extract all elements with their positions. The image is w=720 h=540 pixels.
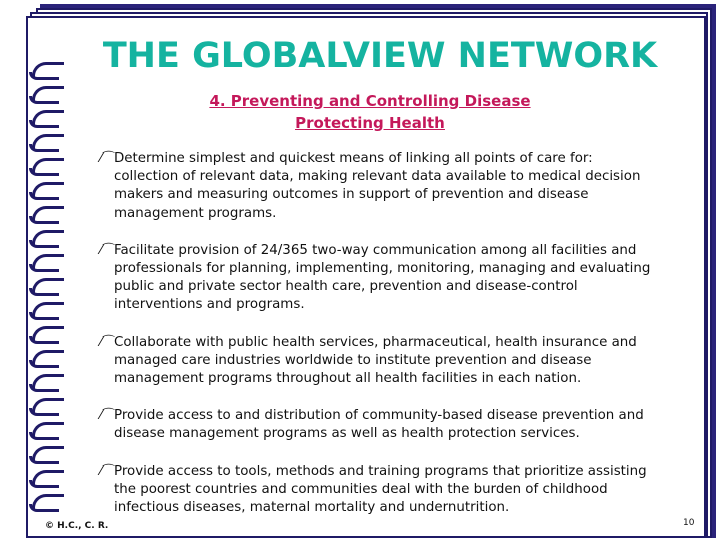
spiral-ring xyxy=(32,254,64,269)
spiral-ring xyxy=(32,446,64,461)
subtitle-line-2: Protecting Health xyxy=(295,114,445,132)
bullet-text: Provide access to tools, methods and training programs that prioritize assisting the poorest countries and communities deal with the burden of childhood infectious diseases, maternal mortality and undernutrition. xyxy=(114,463,647,516)
spiral-ring xyxy=(32,110,64,125)
copyright-notice: © H.C., C. R. xyxy=(45,521,109,531)
spiral-ring xyxy=(32,206,64,221)
bullet-item xyxy=(100,150,660,223)
spiral-ring xyxy=(32,134,64,149)
bullet-icon: ⁄⌒ xyxy=(100,334,116,350)
spiral-ring xyxy=(32,230,64,245)
slide-subtitle xyxy=(100,90,640,134)
bullet-icon: ⁄⌒ xyxy=(100,463,116,479)
spiral-ring xyxy=(32,86,64,101)
bullet-item xyxy=(100,463,660,518)
spiral-ring xyxy=(32,470,64,485)
spiral-ring xyxy=(32,182,64,197)
bullet-item xyxy=(100,334,660,389)
bullet-icon: ⁄⌒ xyxy=(100,242,116,258)
bullet-list xyxy=(100,150,660,536)
spiral-ring xyxy=(32,422,64,437)
spiral-ring xyxy=(32,158,64,173)
bullet-icon: ⁄⌒ xyxy=(100,151,116,166)
spiral-ring xyxy=(32,302,64,317)
subtitle-line-1: 4. Preventing and Controlling Disease xyxy=(209,92,531,110)
spiral-ring xyxy=(32,398,64,413)
page-number: 10 xyxy=(683,518,695,528)
bullet-text: Determine simplest and quickest means of linking all points of care for: collection of relevant data, making relevant data available to medical decision makers and measuring outcomes in support of prevention and disease management programs. xyxy=(114,151,641,221)
bullet-text: Provide access to and distribution of community-based disease prevention and disease management programs as well as health protection services. xyxy=(114,408,644,442)
bullet-text: Facilitate provision of 24/365 two-way communication among all facilities and professionals for planning, implementing, monitoring, managing and evaluating public and private sector health care, prevention and disease-control interventions and programs. xyxy=(114,242,651,313)
spiral-ring xyxy=(32,278,64,293)
bullet-item xyxy=(100,407,660,443)
slide-title: THE GLOBALVIEW NETWORK xyxy=(102,36,658,76)
bullet-item xyxy=(100,242,660,315)
spiral-ring xyxy=(32,374,64,389)
spiral-ring xyxy=(32,350,64,365)
bullet-text: Collaborate with public health services, pharmaceutical, health insurance and managed care industries worldwide to institute prevention and disease management programs throughout all health facilities in each nation. xyxy=(114,334,637,387)
spiral-binding xyxy=(28,62,68,522)
spiral-ring xyxy=(32,326,64,341)
spiral-ring xyxy=(32,494,64,509)
bullet-icon: ⁄⌒ xyxy=(100,408,116,424)
